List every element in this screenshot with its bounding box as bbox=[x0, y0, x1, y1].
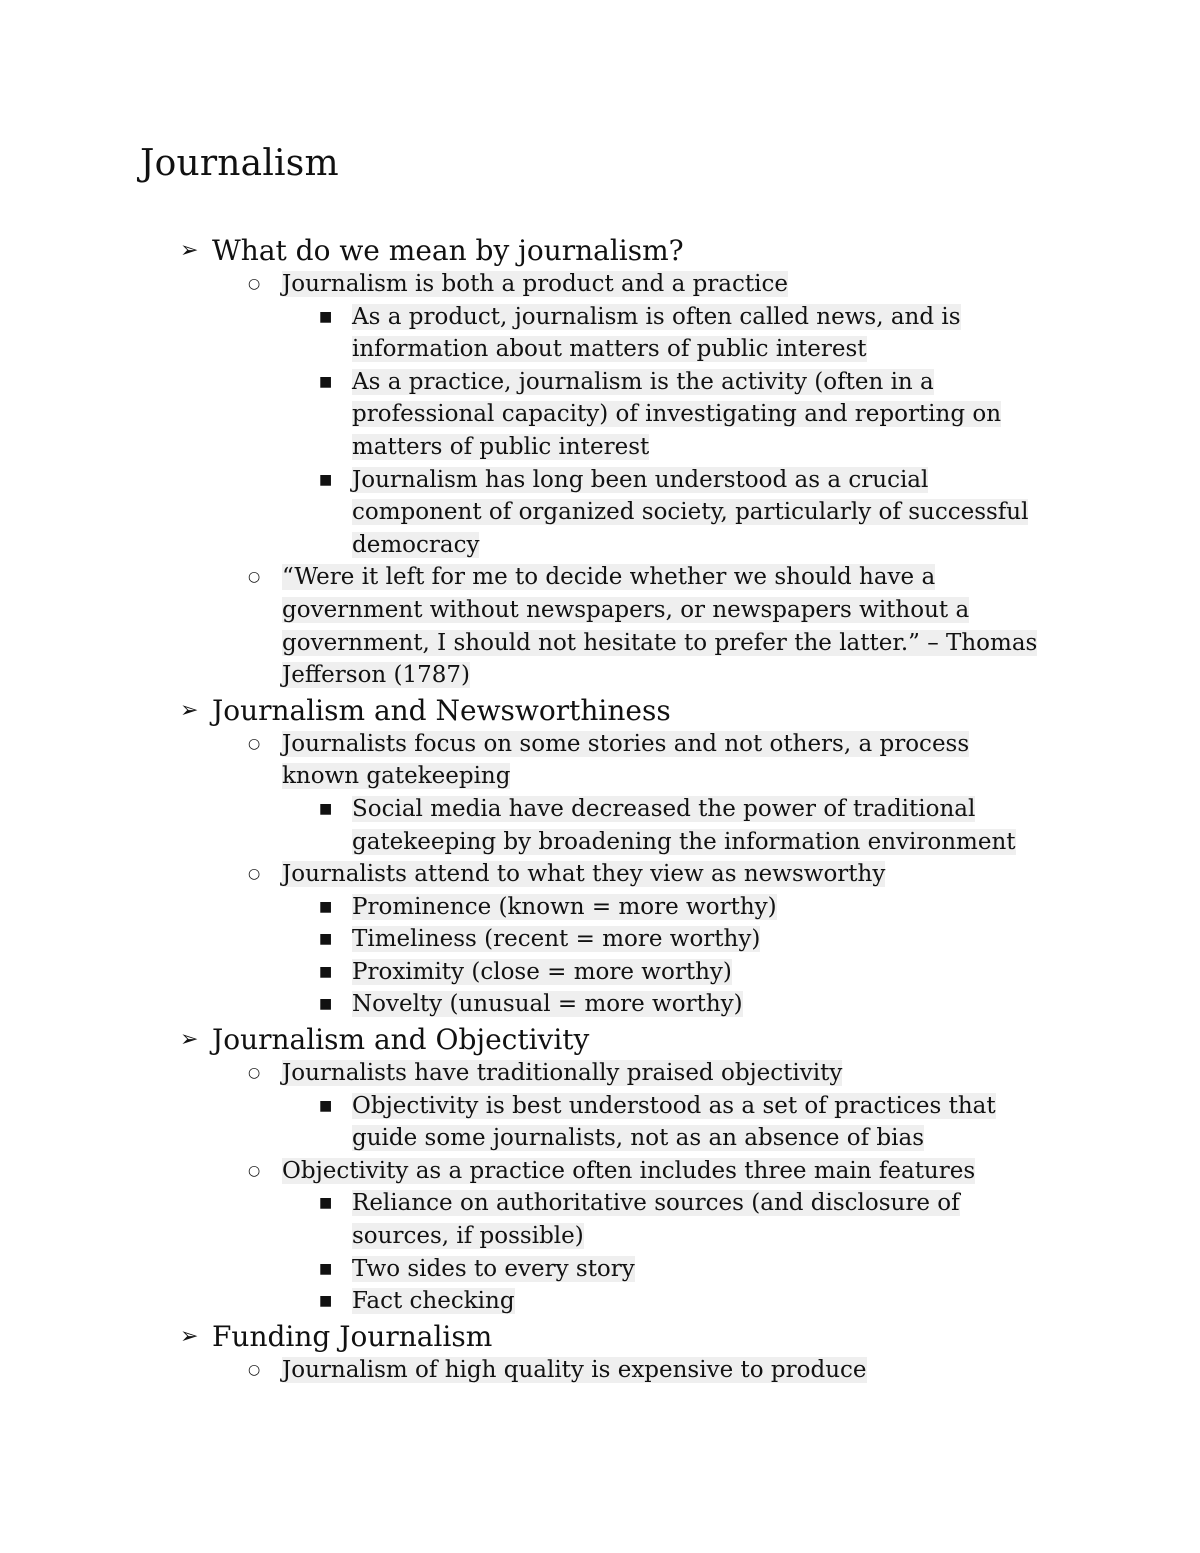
sub-list-item-text: Novelty (unusual = more worthy) bbox=[352, 991, 743, 1018]
list-item-text: Journalism is both a product and a practice bbox=[282, 271, 788, 297]
hollow-circle-bullet-icon: ○ bbox=[248, 1065, 261, 1082]
sub-list-item bbox=[319, 1187, 1052, 1252]
list-item-text: Journalists focus on some stories and not others, a process known gatekeeping bbox=[282, 730, 970, 790]
sub-list-item bbox=[319, 464, 1052, 562]
list-item-text: Journalists have traditionally praised objectivity bbox=[282, 1060, 843, 1087]
arrow-bullet-icon: ➢ bbox=[180, 1323, 199, 1349]
sub-list-item-text: Proximity (close = more worthy) bbox=[352, 958, 732, 985]
list-item-text: Journalists attend to what they view as newsworthy bbox=[282, 861, 886, 888]
document-title: Journalism bbox=[140, 143, 339, 184]
square-bullet-icon: ■ bbox=[319, 963, 333, 980]
section-heading bbox=[180, 692, 1060, 728]
section-heading bbox=[180, 1021, 1060, 1057]
square-bullet-icon: ■ bbox=[319, 1293, 333, 1310]
sub-list-item-text: Journalism has long been understood as a crucial component of organized society, particularly of successful democracy bbox=[352, 466, 1029, 558]
sub-list-item bbox=[319, 956, 1052, 989]
section-heading bbox=[180, 1318, 1060, 1354]
sub-list-item bbox=[319, 366, 1052, 464]
sub-list-item-text: Timeliness (recent = more worthy) bbox=[352, 926, 761, 953]
sub-list-item bbox=[319, 301, 1052, 366]
hollow-circle-bullet-icon: ○ bbox=[248, 569, 261, 586]
square-bullet-icon: ■ bbox=[319, 1195, 333, 1212]
arrow-bullet-icon: ➢ bbox=[180, 697, 199, 723]
hollow-circle-bullet-icon: ○ bbox=[248, 1361, 261, 1378]
sub-list-item bbox=[319, 1285, 1052, 1318]
section-heading-text: What do we mean by journalism? bbox=[212, 234, 684, 267]
square-bullet-icon: ■ bbox=[319, 373, 333, 390]
sub-list-item-text: Fact checking bbox=[352, 1288, 515, 1315]
outline bbox=[0, 232, 1200, 1386]
square-bullet-icon: ■ bbox=[319, 898, 333, 915]
sub-list-item bbox=[319, 891, 1052, 924]
sub-list-item bbox=[319, 793, 1052, 858]
quote-text: “Were it left for me to decide whether we should have a government without newspapers, or newspapers without a government, I should not hesitate to prefer the latter.” – Thomas Jefferson (1787) bbox=[282, 564, 1038, 689]
list-item bbox=[248, 1354, 1052, 1387]
sub-list-item-text: Reliance on authoritative sources (and disclosure of sources, if possible) bbox=[352, 1190, 960, 1250]
section-heading-text: Journalism and Newsworthiness bbox=[212, 693, 671, 727]
arrow-bullet-icon: ➢ bbox=[180, 1027, 199, 1053]
hollow-circle-bullet-icon: ○ bbox=[248, 1162, 261, 1179]
sub-list-item-text: As a practice, journalism is the activity (often in a professional capacity) of investigating and reporting on matters of public interest bbox=[352, 368, 1002, 460]
square-bullet-icon: ■ bbox=[319, 996, 333, 1013]
section-heading bbox=[180, 232, 1060, 268]
sub-list-item-text: Objectivity is best understood as a set of practices that guide some journalists, not as an absence of bias bbox=[352, 1092, 996, 1152]
square-bullet-icon: ■ bbox=[319, 931, 333, 948]
hollow-circle-bullet-icon: ○ bbox=[248, 866, 261, 883]
square-bullet-icon: ■ bbox=[319, 471, 333, 488]
sub-list-item-text: Social media have decreased the power of traditional gatekeeping by broadening the information environment bbox=[352, 795, 1016, 855]
arrow-bullet-icon: ➢ bbox=[180, 238, 199, 263]
sub-list-item bbox=[319, 988, 1052, 1021]
sub-list-item-text: Prominence (known = more worthy) bbox=[352, 893, 777, 920]
list-item bbox=[248, 561, 1052, 691]
list-item bbox=[248, 728, 1052, 793]
list-item bbox=[248, 858, 1052, 891]
sub-list-item bbox=[319, 1090, 1052, 1155]
sub-list-item bbox=[319, 1253, 1052, 1286]
square-bullet-icon: ■ bbox=[319, 1260, 333, 1277]
list-item bbox=[248, 1057, 1052, 1090]
square-bullet-icon: ■ bbox=[319, 1097, 333, 1114]
list-item bbox=[248, 268, 1052, 301]
hollow-circle-bullet-icon: ○ bbox=[248, 735, 261, 752]
hollow-circle-bullet-icon: ○ bbox=[248, 276, 261, 292]
section-heading-text: Journalism and Objectivity bbox=[212, 1023, 590, 1057]
square-bullet-icon: ■ bbox=[319, 308, 333, 325]
sub-list-item-text: Two sides to every story bbox=[352, 1255, 635, 1282]
section-heading-text: Funding Journalism bbox=[212, 1319, 493, 1353]
sub-list-item bbox=[319, 923, 1052, 956]
sub-list-item-text: As a product, journalism is often called news, and is information about matters of public interest bbox=[352, 303, 961, 363]
list-item bbox=[248, 1155, 1052, 1188]
square-bullet-icon: ■ bbox=[319, 800, 333, 817]
list-item-text: Journalism of high quality is expensive to produce bbox=[282, 1356, 867, 1383]
list-item-text: Objectivity as a practice often includes three main features bbox=[282, 1157, 976, 1184]
